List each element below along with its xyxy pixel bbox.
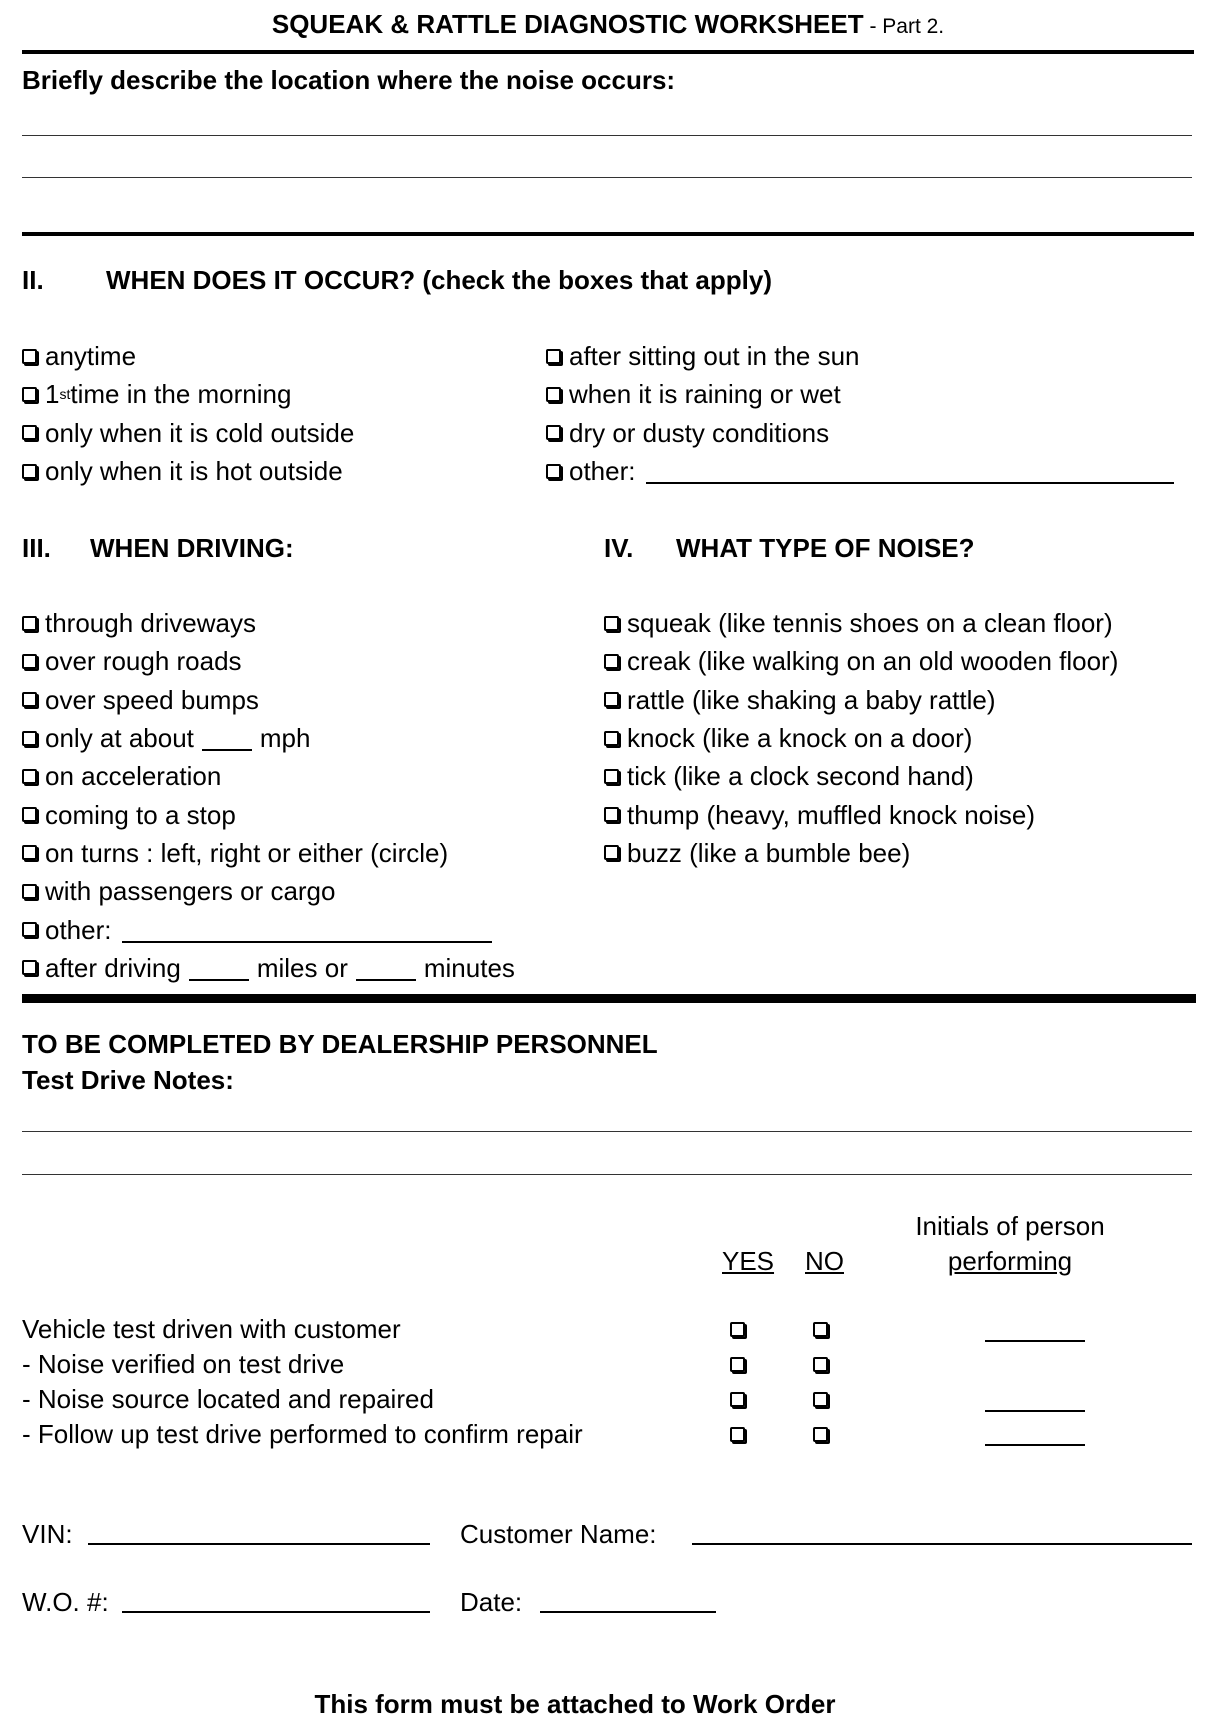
- yes-checkbox[interactable]: [730, 1427, 745, 1442]
- section4-heading: WHAT TYPE OF NOISE?: [676, 533, 975, 563]
- title-text: SQUEAK & RATTLE DIAGNOSTIC WORKSHEET: [271, 9, 864, 39]
- section4-list: [604, 604, 1118, 872]
- checkbox-option[interactable]: knock (like a knock on a door): [604, 719, 1118, 757]
- divider: [22, 232, 1194, 236]
- checkbox-option[interactable]: tick (like a clock second hand): [604, 757, 1118, 795]
- checkbox-icon[interactable]: [604, 616, 619, 631]
- location-line-2[interactable]: [22, 177, 1192, 178]
- page-title: [0, 8, 1216, 43]
- divider: [22, 50, 1194, 54]
- checkbox-option[interactable]: anytime: [22, 337, 354, 375]
- notes-line-1[interactable]: [22, 1131, 1192, 1132]
- checkbox-option[interactable]: only when it is cold outside: [22, 414, 354, 452]
- checkbox-icon[interactable]: [546, 349, 561, 364]
- no-header: NO: [805, 1246, 844, 1276]
- section3-list: [22, 604, 515, 987]
- checkbox-icon[interactable]: [22, 731, 37, 746]
- checkbox-option[interactable]: other:: [22, 910, 515, 948]
- section3-numeral: III.: [22, 533, 51, 563]
- checkbox-icon[interactable]: [22, 425, 37, 440]
- section2-numeral: II.: [22, 265, 44, 295]
- section3-heading: WHEN DRIVING:: [90, 533, 294, 563]
- checkbox-option[interactable]: on acceleration: [22, 757, 515, 795]
- checkbox-icon[interactable]: [22, 616, 37, 631]
- checkbox-option[interactable]: over speed bumps: [22, 681, 515, 719]
- initials-input-line[interactable]: [985, 1340, 1085, 1342]
- location-prompt: Briefly describe the location where the noise occurs:: [22, 65, 676, 95]
- checkbox-option[interactable]: coming to a stop: [22, 795, 515, 833]
- checkbox-option[interactable]: on turns : left, right or either (circle): [22, 834, 515, 872]
- title-part: - Part 2.: [863, 15, 945, 38]
- checkbox-option[interactable]: buzz (like a bumble bee): [604, 834, 1118, 872]
- dealership-heading: TO BE COMPLETED BY DEALERSHIP PERSONNEL: [22, 1029, 658, 1059]
- checkbox-icon[interactable]: [604, 692, 619, 707]
- initials-input-line[interactable]: [985, 1410, 1085, 1412]
- checkbox-option[interactable]: dry or dusty conditions: [546, 414, 1174, 452]
- test-drive-notes-label: Test Drive Notes:: [22, 1065, 234, 1095]
- section2-heading: WHEN DOES IT OCCUR? (check the boxes that apply): [106, 265, 772, 295]
- customer-name-input-line[interactable]: [692, 1543, 1192, 1545]
- no-checkbox[interactable]: [813, 1357, 828, 1372]
- checkbox-icon[interactable]: [604, 654, 619, 669]
- checkbox-option[interactable]: over rough roads: [22, 642, 515, 680]
- checkbox-icon[interactable]: [604, 769, 619, 784]
- yes-checkbox[interactable]: [730, 1322, 745, 1337]
- no-checkbox[interactable]: [813, 1427, 828, 1442]
- date-label: Date:: [460, 1587, 523, 1617]
- yes-header: YES: [722, 1246, 775, 1276]
- check-row-label: - Follow up test drive performed to confirm repair: [22, 1419, 583, 1449]
- checkbox-option[interactable]: only when it is hot outside: [22, 452, 354, 490]
- checkbox-icon[interactable]: [22, 464, 37, 479]
- checkbox-icon[interactable]: [22, 845, 37, 860]
- checkbox-option[interactable]: through driveways: [22, 604, 515, 642]
- initials-header-line2: performing: [947, 1246, 1073, 1276]
- checkbox-icon[interactable]: [546, 387, 561, 402]
- section2-right-list: [546, 337, 1174, 490]
- checkbox-option[interactable]: creak (like walking on an old wooden floor): [604, 642, 1118, 680]
- checkbox-icon[interactable]: [604, 807, 619, 822]
- checkbox-icon[interactable]: [22, 387, 37, 402]
- check-row-label: Vehicle test driven with customer: [22, 1314, 401, 1344]
- vin-input-line[interactable]: [88, 1543, 430, 1545]
- checkbox-icon[interactable]: [22, 349, 37, 364]
- location-line-1[interactable]: [22, 135, 1192, 136]
- section2-left-list: [22, 337, 354, 490]
- minutes-input-line[interactable]: [356, 955, 416, 981]
- customer-name-label: Customer Name:: [460, 1519, 657, 1549]
- mph-input-line[interactable]: [202, 725, 252, 751]
- miles-input-line[interactable]: [189, 955, 249, 981]
- checkbox-icon[interactable]: [22, 807, 37, 822]
- checkbox-option[interactable]: rattle (like shaking a baby rattle): [604, 681, 1118, 719]
- section4-numeral: IV.: [604, 533, 634, 563]
- initials-header-line1: Initials of person: [915, 1211, 1105, 1241]
- checkbox-icon[interactable]: [22, 692, 37, 707]
- other-input-line[interactable]: [122, 917, 492, 943]
- checkbox-icon[interactable]: [22, 922, 37, 937]
- checkbox-option[interactable]: squeak (like tennis shoes on a clean floor): [604, 604, 1118, 642]
- checkbox-option[interactable]: after sitting out in the sun: [546, 337, 1174, 375]
- initials-input-line[interactable]: [985, 1444, 1085, 1446]
- checkbox-icon[interactable]: [22, 654, 37, 669]
- checkbox-option[interactable]: when it is raining or wet: [546, 375, 1174, 413]
- yes-checkbox[interactable]: [730, 1392, 745, 1407]
- footer-note: This form must be attached to Work Order: [314, 1689, 836, 1719]
- checkbox-icon[interactable]: [22, 769, 37, 784]
- checkbox-icon[interactable]: [604, 845, 619, 860]
- no-checkbox[interactable]: [813, 1392, 828, 1407]
- other-input-line[interactable]: [646, 458, 1174, 484]
- date-input-line[interactable]: [540, 1611, 716, 1613]
- checkbox-option[interactable]: with passengers or cargo: [22, 872, 515, 910]
- checkbox-option[interactable]: other:: [546, 452, 1174, 490]
- checkbox-icon[interactable]: [22, 884, 37, 899]
- yes-checkbox[interactable]: [730, 1357, 745, 1372]
- heavy-divider: [22, 994, 1196, 1003]
- vin-label: VIN:: [22, 1519, 73, 1549]
- no-checkbox[interactable]: [813, 1322, 828, 1337]
- check-row-label: - Noise verified on test drive: [22, 1349, 345, 1379]
- checkbox-option[interactable]: 1 st time in the morning: [22, 375, 354, 413]
- checkbox-option[interactable]: thump (heavy, muffled knock noise): [604, 795, 1118, 833]
- checkbox-icon[interactable]: [546, 425, 561, 440]
- checkbox-icon[interactable]: [604, 731, 619, 746]
- checkbox-option[interactable]: only at about mph: [22, 719, 515, 757]
- wo-label: W.O. #:: [22, 1587, 109, 1617]
- checkbox-icon[interactable]: [546, 464, 561, 479]
- checkbox-icon[interactable]: [22, 960, 37, 975]
- checkbox-option[interactable]: after driving miles or minutes: [22, 949, 515, 987]
- wo-input-line[interactable]: [122, 1611, 430, 1613]
- notes-line-2[interactable]: [22, 1174, 1192, 1175]
- check-row-label: - Noise source located and repaired: [22, 1384, 434, 1414]
